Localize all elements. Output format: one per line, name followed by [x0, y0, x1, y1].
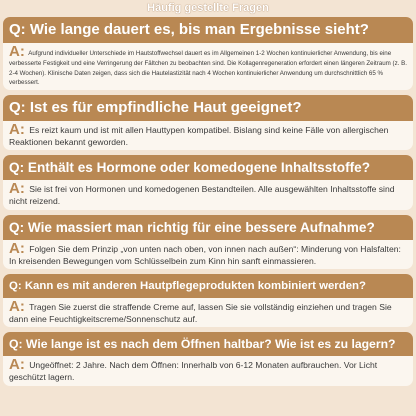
faq-answer [3, 180, 413, 209]
faq-item-hormones [3, 155, 413, 209]
faq-question: Q: Enthält es Hormone oder komedogene Inhaltsstoffe? [3, 155, 413, 180]
answer-prefix: A: [9, 356, 25, 374]
answer-prefix: A: [9, 120, 25, 138]
faq-question: Q: Kann es mit anderen Hautpflegeprodukten kombiniert werden? [3, 274, 413, 298]
faq-answer [3, 356, 413, 385]
faq-item-massage [3, 215, 413, 269]
answer-prefix: A: [9, 239, 25, 257]
faq-question: Q: Wie lange ist es nach dem Öffnen haltbar? Wie ist es zu lagern? [3, 332, 413, 356]
faq-answer [3, 43, 413, 90]
faq-answer-text: Ungeöffnet: 2 Jahre. Nach dem Öffnen: Innerhalb von 6-12 Monaten aufbrauchen. Vor Licht geschützt lagern. [9, 360, 378, 383]
faq-item-results-time [3, 17, 413, 90]
faq-question: Q: Wie massiert man richtig für eine bessere Aufnahme? [3, 215, 413, 240]
faq-answer-text: Folgen Sie dem Prinzip „von unten nach oben, von innen nach außen“: Minderung von Halsfalten: In kreisenden Bewegungen vom Schlüsselbein zum Kinn hin sanft einmassieren. [9, 243, 401, 266]
faq-answer [3, 298, 413, 327]
faq-question: Q: Wie lange dauert es, bis man Ergebnisse sieht? [3, 17, 413, 43]
faq-item-combination [3, 274, 413, 327]
faq-answer-text: Aufgrund individueller Unterschiede im Hautstoffwechsel dauert es im Allgemeinen 1-2 Wochen kontinuierlicher Anwendung, bis eine verbesserte Festigkeit und eine Verringerung der Fältchen zu beobachten sind. Die Kollagenregeneration erfordert einen längeren Zeitraum (z. B. 2-4 Wochen). Klinische Daten zeigen, dass sich die Hautelastizität nach 4 Wochen kontinuierlicher Anwendung um durchschnittlich 65 % verbessert. [9, 50, 407, 87]
answer-prefix: A: [9, 43, 25, 60]
faq-answer [3, 240, 413, 269]
faq-item-shelf-life [3, 332, 413, 385]
faq-answer-text: Es reizt kaum und ist mit allen Hauttypen kompatibel. Bislang sind keine Fälle von allergischen Reaktionen bekannt geworden. [9, 124, 389, 147]
faq-answer [3, 121, 413, 150]
faq-list [3, 17, 413, 386]
faq-answer-text: Sie ist frei von Hormonen und komedogenen Bestandteilen. Alle ausgewählten Inhaltsstoffe sind nicht reizend. [9, 184, 395, 207]
faq-item-sensitive-skin [3, 95, 413, 150]
faq-question: Q: Ist es für empfindliche Haut geeignet? [3, 95, 413, 121]
faq-answer-text: Tragen Sie zuerst die straffende Creme auf, lassen Sie sie vollständig einziehen und tragen Sie dann eine Feuchtigkeitscreme/Sonnenschutz auf. [9, 302, 392, 324]
page-title: Häufig gestellte Fragen [147, 2, 269, 14]
answer-prefix: A: [9, 298, 25, 315]
answer-prefix: A: [9, 180, 25, 198]
